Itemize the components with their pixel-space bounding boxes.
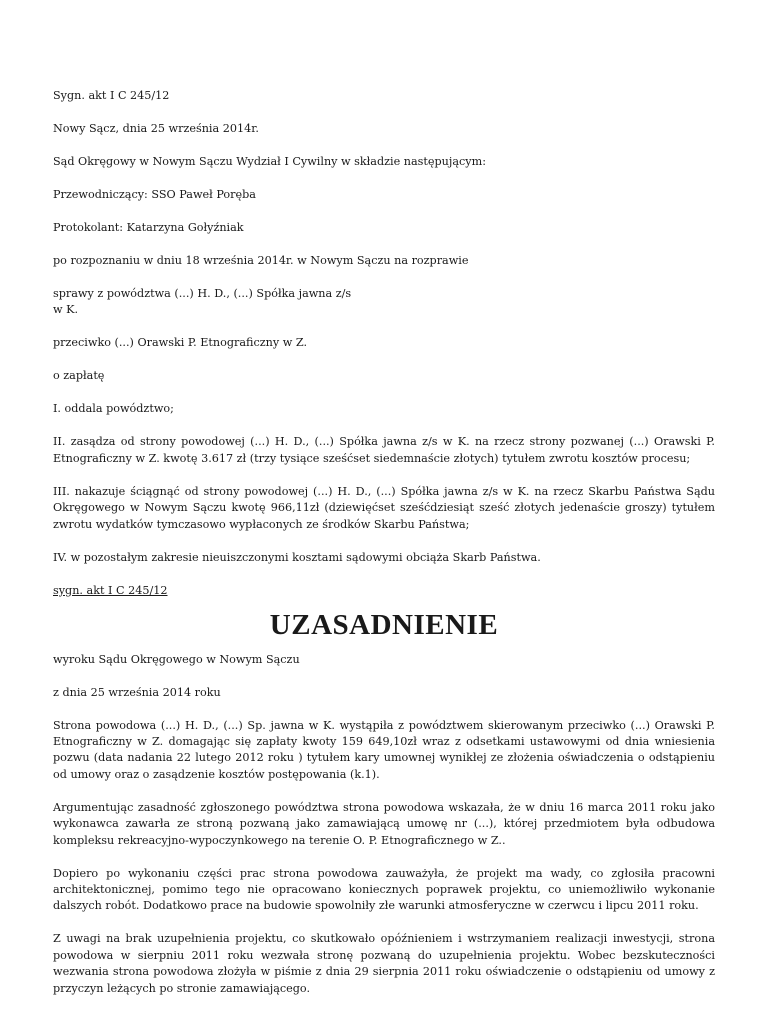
court-clerk: Protokolant: Katarzyna Gołyźniak: [53, 221, 244, 234]
justification-case-ref: sygn. akt I C 245/12: [53, 583, 168, 597]
justification-subtitle: wyroku Sądu Okręgowego w Nowym Sączu: [53, 652, 300, 666]
court-composition: Sąd Okręgowy w Nowym Sączu Wydział I Cywilny w składzie następującym:: [53, 155, 486, 168]
case-subject: o zapłatę: [53, 369, 105, 383]
case-parties: [53, 286, 715, 319]
verdict-item-2: II. zasądza od strony powodowej (...) H. D., (...) Spółka jawna z/s w K. na rzecz strony pozwanej (...) Orawski P. Etnograficzny w Z. kwotę 3.617 zł (trzy tysiące sześćset siedemnaście złotych) tytułem zwrotu kosztów procesu;: [53, 435, 715, 465]
defendant: przeciwko (...) Orawski P. Etnograficzny w Z.: [53, 336, 308, 350]
justification-paragraph-2: Argumentując zasadność zgłoszonego powództwa strona powodowa wskazała, że w dniu 16 marca 2011 roku jako wykonawca zawarła ze stroną pozwaną jako zamawiającą umowę nr (...), której przedmiotem była odbudowa kompleksu rekreacyjno-wypoczynkowego na terenie O. P. Etnograficznego w Z..: [53, 800, 715, 847]
justification-title: UZASADNIENIE: [269, 608, 499, 641]
justification-paragraph-4: Z uwagi na brak uzupełnienia projektu, co skutkowało opóźnieniem i wstrzymaniem realizacji inwestycji, strona powodowa w sierpniu 2011 roku wezwała stronę pozwaną do uzupełnienia projektu. Wobec bezskuteczności wezwania strona powodowa złożyła w piśmie z dnia 29 sierpnia 2011 roku oświadczenie o odstąpieniu od umowy z przyczyn leżących po stronie zamawiającego.: [53, 932, 715, 995]
verdict-item-3: III. nakazuje ściągnąć od strony powodowej (...) H. D., (...) Spółka jawna z/s w K. na rzecz Skarbu Państwa Sądu Okręgowego w Nowym Sączu kwotę 966,11zł (dziewięćset sześćdziesiąt sześć złotych jedenaście groszy) tytułem zwrotu wydatków tymczasowo wypłaconych ze środków Skarbu Państwa;: [53, 484, 715, 531]
presiding-judge: Przewodniczący: SSO Paweł Poręba: [53, 188, 256, 201]
hearing-info: po rozpoznaniu w dniu 18 września 2014r. w Nowym Sączu na rozprawie: [53, 254, 469, 267]
case-parties-line1: sprawy z powództwa (...) H. D., (...) Spółka jawna z/s: [53, 287, 352, 300]
case-parties-line2: w K.: [53, 303, 79, 317]
place-date: Nowy Sącz, dnia 25 września 2014r.: [53, 122, 259, 135]
verdict-item-1: I. oddala powództwo;: [53, 402, 174, 416]
justification-paragraph-1: Strona powodowa (...) H. D., (...) Sp. jawna w K. wystąpiła z powództwem skierowanym przeciwko (...) Orawski P. Etnograficzny w Z. domagając się zapłaty kwoty 159 649,10zł wraz z odsetkami ustawowymi od dnia wniesienia pozwu (data nadania 22 lutego 2012 roku ) tytułem kary umownej wynikłej ze złożenia oświadczenia o odstąpieniu od umowy oraz o zasądzenie kosztów postępowania (k.1).: [53, 718, 715, 781]
document-page: [53, 88, 715, 1014]
justification-date: z dnia 25 września 2014 roku: [53, 685, 221, 699]
justification-paragraph-3: Dopiero po wykonaniu części prac strona powodowa zauważyła, że projekt ma wady, co zgłosiła pracowni architektonicznej, pomimo tego nie opracowano koniecznych poprawek projektu, co uniemożliwiło wykonanie dalszych robót. Dodatkowo prace na budowie spowolniły złe warunki atmosferyczne w czerwcu i lipcu 2011 roku.: [53, 866, 715, 913]
verdict-item-4: IV. w pozostałym zakresie nieuiszczonymi kosztami sądowymi obciąża Skarb Państwa.: [53, 550, 541, 564]
case-number: Sygn. akt I C 245/12: [53, 89, 170, 102]
